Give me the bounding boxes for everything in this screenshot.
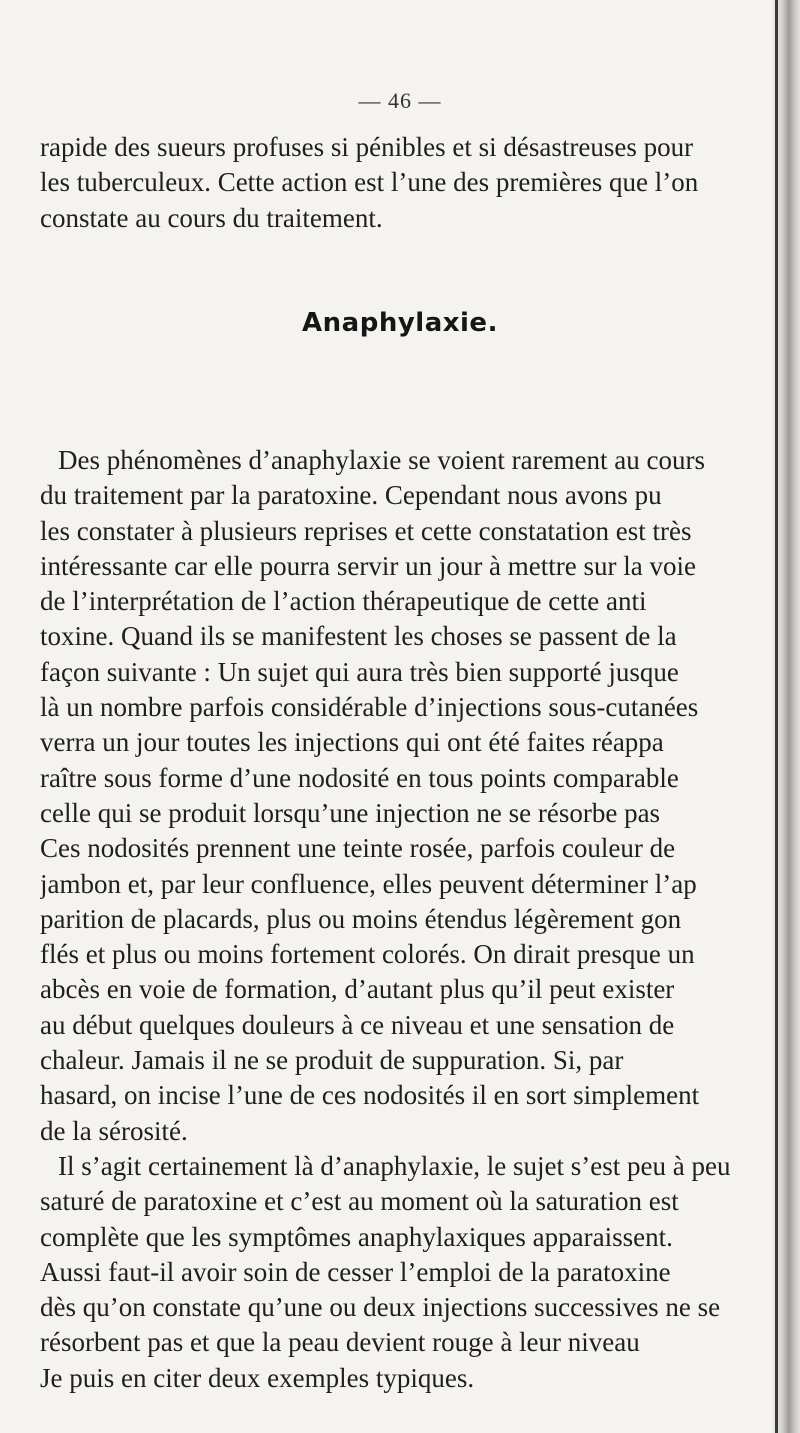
text-line: du traitement par la paratoxine. Cependant nous avons pu [40,480,662,511]
text-line: raître sous forme d’une nodosité en tous points comparable [40,762,679,793]
text-line: de l’interprétation de l’action thérapeutique de cette anti [40,586,647,617]
text-line: jambon et, par leur confluence, elles peuvent déterminer l’ap [40,868,697,899]
text-line: saturé de paratoxine et c’est au moment où la saturation est [40,1186,679,1217]
text-line: hasard, on incise l’une de ces nodosités il en sort simplement [40,1080,700,1111]
text-line: résorbent pas et que la peau devient rouge à leur niveau [40,1327,640,1358]
text-line: celle qui se produit lorsqu’une injection ne se résorbe pas [40,797,661,828]
text-line: toxine. Quand ils se manifestent les choses se passent de la [40,621,677,652]
text-line: les tuberculeux. Cette action est l’une des premières que l’on [40,167,699,198]
text-line: les constater à plusieurs reprises et cette constatation est très [40,515,692,546]
text-line: Aussi faut-il avoir soin de cesser l’emploi de la paratoxine [40,1256,671,1287]
text-line: Il s’agit certainement là d’anaphylaxie, le sujet s’est peu à peu [58,1150,731,1181]
text-line: parition de placards, plus ou moins étendus légèrement gon [40,903,682,934]
text-line: abcès en voie de formation, d’autant plus qu’il peut exister [40,974,675,1005]
text-line: constate au cours du traitement. [40,202,383,233]
text-line: complète que les symptômes anaphylaxiques apparaissent. [40,1221,673,1252]
text-line: dès qu’on constate qu’une ou deux injections successives ne se [40,1292,721,1323]
page-number: — 46 — [358,88,442,113]
text-line: Des phénomènes d’anaphylaxie se voient rarement au cours [58,445,706,475]
text-line: rapide des sueurs profuses si pénibles et si désastreuses pour [40,132,694,162]
text-line: là un nombre parfois considérable d’injections sous-cutanées [40,692,699,723]
text-line: Je puis en citer deux exemples typiques. [40,1362,475,1393]
text-line: chaleur. Jamais il ne se produit de suppuration. Si, par [40,1045,624,1076]
section-heading: Anaphylaxie. [302,308,498,338]
text-line: de la sérosité. [40,1115,188,1146]
text-line: verra un jour toutes les injections qui ont été faites réappa [40,727,664,758]
text-line: flés et plus ou moins fortement colorés. On dirait presque un [40,939,695,970]
text-line: Ces nodosités prennent une teinte rosée, parfois couleur de [40,833,676,864]
page-gutter-line [775,0,778,1433]
intro-paragraph [40,130,778,236]
body-paragraph [40,443,778,1396]
text-line: au début quelques douleurs à ce niveau et une sensation de [40,1009,675,1040]
text-line: intéressante car elle pourra servir un jour à mettre sur la voie [40,550,696,581]
text-line: façon suivante : Un sujet qui aura très bien supporté jusque [40,656,679,687]
